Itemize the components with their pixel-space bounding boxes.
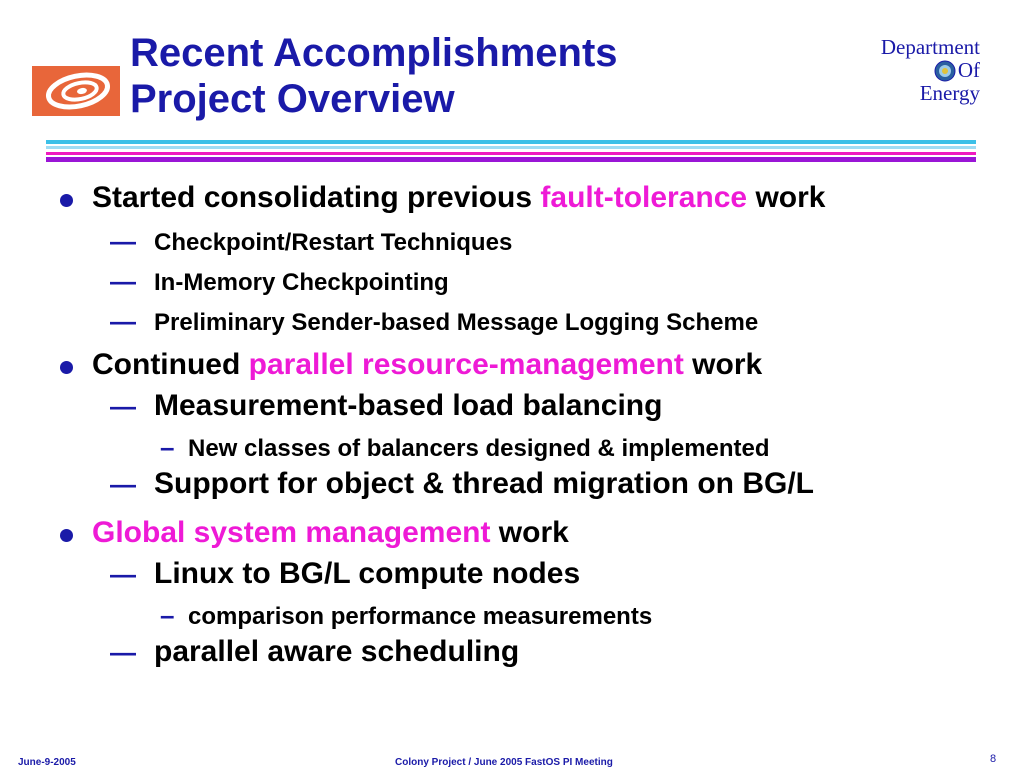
page-title [130, 30, 618, 122]
bullet-3: Global system management work [92, 516, 569, 549]
sub-item: — Checkpoint/Restart Techniques [110, 226, 513, 256]
sub-item: — Measurement-based load balancing [110, 389, 663, 422]
dash-marker: — [110, 266, 136, 296]
header-rule-magenta [46, 152, 976, 155]
title-line-2: Project Overview [130, 77, 455, 121]
bullet-dot [60, 529, 73, 542]
highlight-text: fault-tolerance [540, 181, 748, 214]
dash-marker: — [110, 226, 136, 256]
page-number: 8 [990, 753, 997, 765]
doe-line-3: Energy [919, 81, 980, 105]
bullet-1: Started consolidating previous fault-tolerance work [92, 181, 826, 214]
highlight-text: parallel resource-management [248, 348, 684, 381]
sub-sub-item: – comparison performance measurements [160, 600, 653, 630]
sub-item: — In-Memory Checkpointing [110, 266, 449, 296]
doe-line-1: Department [880, 35, 980, 59]
dash-marker: — [110, 559, 136, 589]
title-line-1: Recent Accomplishments [130, 31, 618, 75]
sub-item: — parallel aware scheduling [110, 635, 520, 668]
swirl-logo-icon [32, 66, 120, 116]
doe-logo-block [881, 36, 980, 105]
header-rule-light-cyan [46, 146, 976, 149]
footer-center: Colony Project / June 2005 FastOS PI Meeting [395, 757, 613, 768]
header-rule-cyan [46, 140, 976, 144]
bullet-dot [60, 194, 73, 207]
dash-marker: – [160, 432, 175, 462]
bullet-2: Continued parallel resource-management work [92, 348, 763, 381]
header-rule-purple [46, 157, 976, 162]
dash-marker: — [110, 637, 136, 667]
sub-item: — Linux to BG/L compute nodes [110, 557, 581, 590]
footer-date: June-9-2005 [18, 757, 76, 768]
bullet-dot [60, 361, 73, 374]
sub-item: — Support for object & thread migration on BG/L [110, 467, 814, 500]
sub-item: — Preliminary Sender-based Message Logging Scheme [110, 306, 759, 336]
dash-marker: — [110, 469, 136, 499]
dash-marker: — [110, 306, 136, 336]
doe-seal-icon [934, 60, 956, 82]
dash-marker: — [110, 391, 136, 421]
dash-marker: – [160, 600, 175, 630]
doe-line-2: Of [957, 58, 980, 82]
highlight-text: Global system management [92, 516, 491, 549]
sub-sub-item: – New classes of balancers designed & implemented [160, 432, 770, 462]
